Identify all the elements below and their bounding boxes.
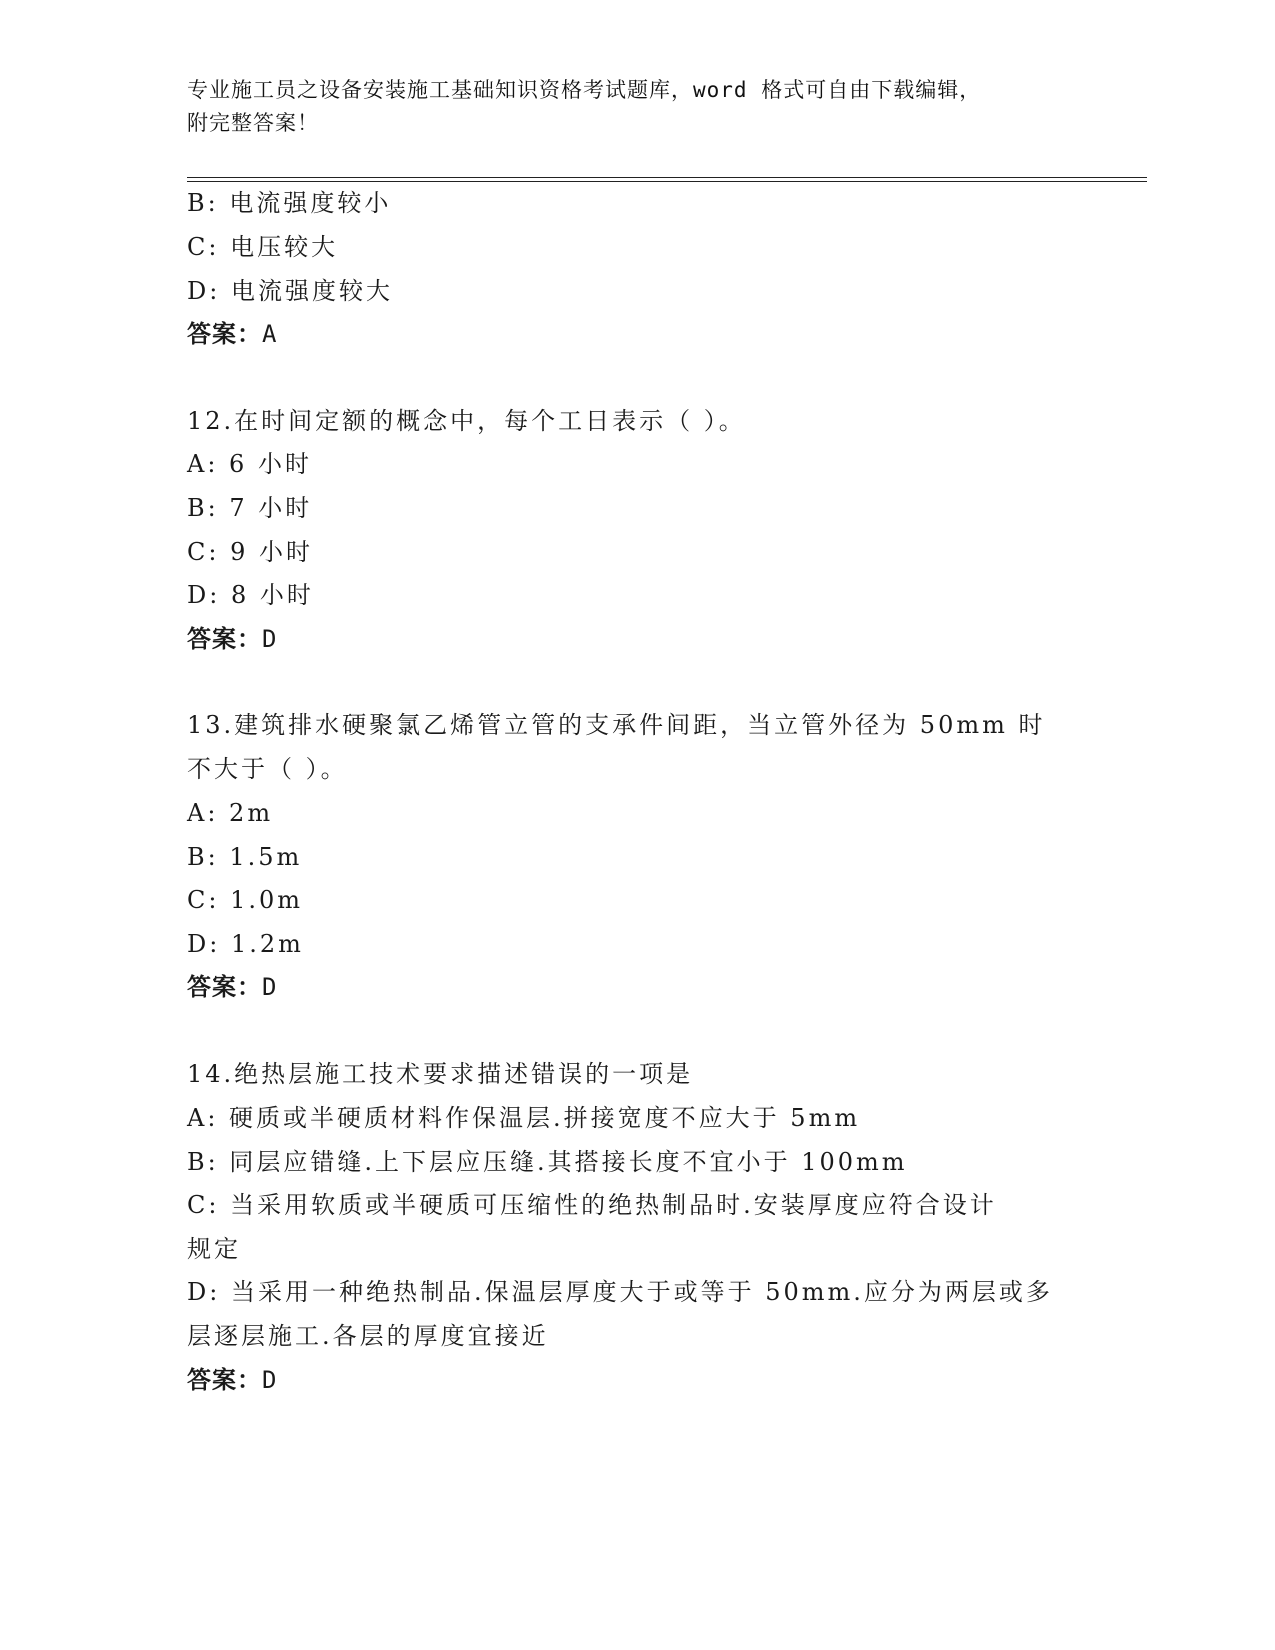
q14-option-c-line-1: C: 当采用软质或半硬质可压缩性的绝热制品时.安装厚度应符合设计: [187, 1191, 997, 1219]
q14-option-d-line-1: D: 当采用一种绝热制品.保温层厚度大于或等于 50mm.应分为两层或多: [187, 1278, 1053, 1306]
answer-value: A: [262, 320, 278, 348]
q12-answer: [187, 624, 277, 654]
prev-option-d: D: 电流强度较大: [187, 277, 393, 305]
answer-value: D: [262, 1366, 278, 1394]
q13-option-a: A: 2m: [187, 799, 274, 827]
q14-option-a: A: 硬质或半硬质材料作保温层.拼接宽度不应大于 5mm: [187, 1104, 861, 1132]
q14-answer: [187, 1365, 277, 1395]
answer-label: 答案：: [187, 320, 262, 348]
answer-value: D: [262, 973, 278, 1001]
prev-option-b: B: 电流强度较小: [187, 189, 392, 217]
q12-option-d: D: 8 小时: [187, 581, 314, 609]
header-line-2: 附完整答案！: [187, 111, 319, 135]
answer-value: D: [262, 625, 278, 653]
prev-option-c: C: 电压较大: [187, 233, 339, 261]
q13-option-d: D: 1.2m: [187, 930, 304, 958]
prev-answer: [187, 319, 277, 349]
q14-option-d-line-2: 层逐层施工.各层的厚度宜接近: [187, 1322, 549, 1350]
header-divider: [187, 177, 1147, 182]
answer-label: 答案：: [187, 625, 262, 653]
q14-stem: 14.绝热层施工技术要求描述错误的一项是: [187, 1060, 694, 1088]
document-header: [187, 74, 1087, 140]
header-line-1: 专业施工员之设备安装施工基础知识资格考试题库，word 格式可自由下载编辑，: [187, 78, 982, 102]
q12-option-a: A: 6 小时: [187, 450, 312, 478]
answer-label: 答案：: [187, 973, 262, 1001]
q12-option-b: B: 7 小时: [187, 494, 313, 522]
q13-option-c: C: 1.0m: [187, 886, 304, 914]
q13-answer: [187, 972, 277, 1002]
answer-label: 答案：: [187, 1366, 262, 1394]
q13-stem-line-1: 13.建筑排水硬聚氯乙烯管立管的支承件间距，当立管外径为 50mm 时: [187, 711, 1046, 739]
q12-stem: 12.在时间定额的概念中，每个工日表示（ ）。: [187, 407, 746, 435]
q14-option-b: B: 同层应错缝.上下层应压缝.其搭接长度不宜小于 100mm: [187, 1148, 908, 1176]
q13-option-b: B: 1.5m: [187, 843, 303, 871]
q12-option-c: C: 9 小时: [187, 538, 313, 566]
q13-stem-line-2: 不大于（ ）。: [187, 755, 348, 783]
q14-option-c-line-2: 规定: [187, 1235, 241, 1263]
